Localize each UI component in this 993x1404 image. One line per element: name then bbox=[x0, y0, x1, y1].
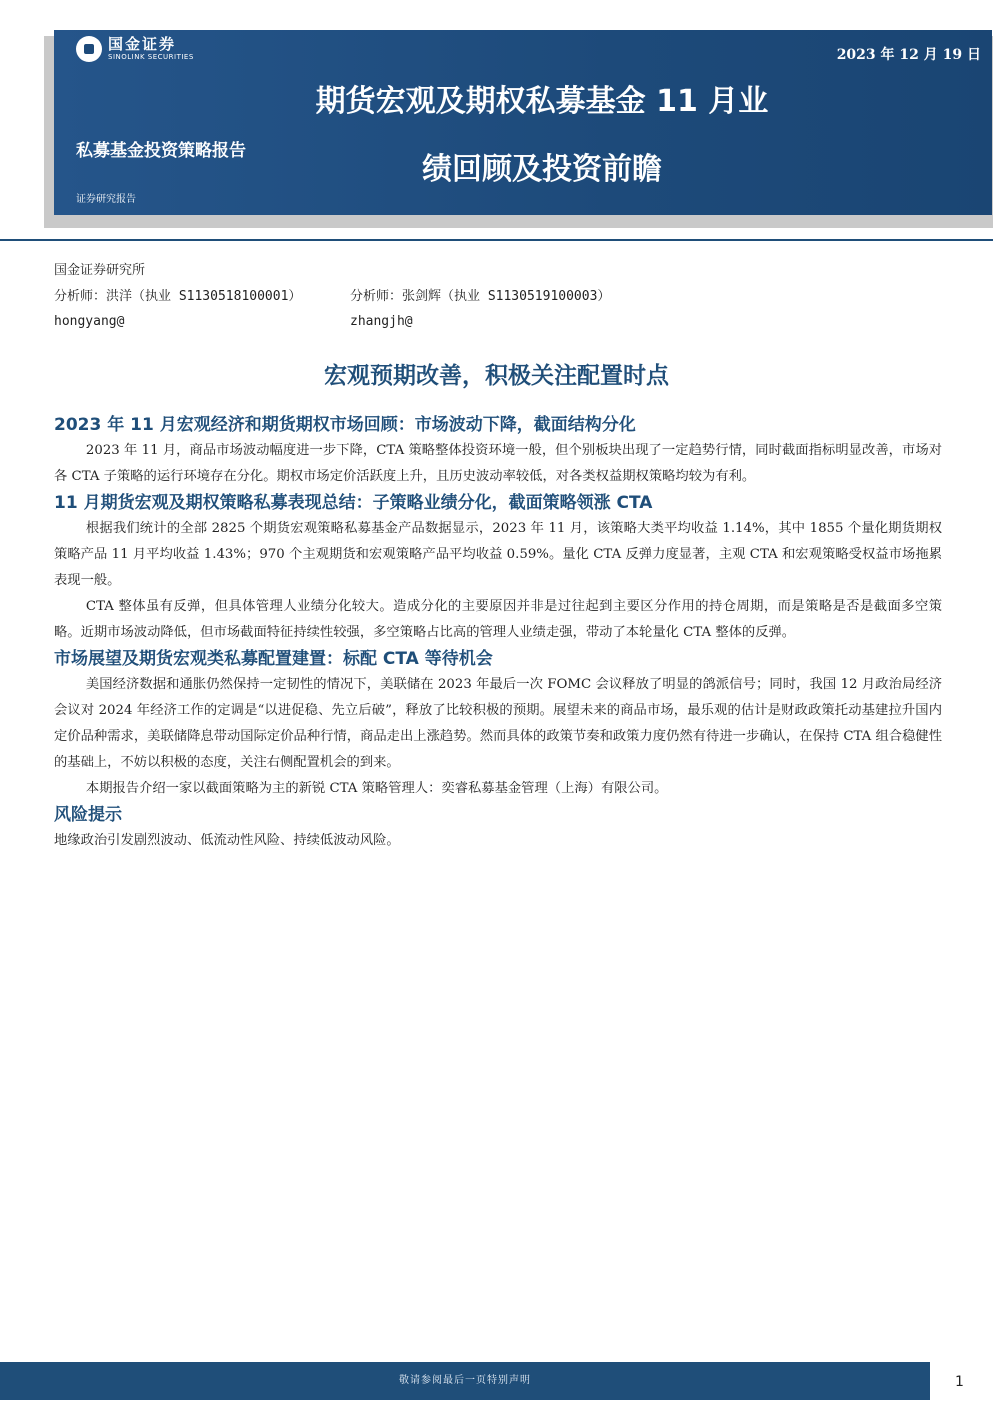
section-title: 11 月期货宏观及期权策略私募表现总结：子策略业绩分化，截面策略领涨 CTA bbox=[54, 493, 653, 513]
report-type: 证券研究报告 bbox=[76, 194, 136, 205]
logo-name-cn: 国金证券 bbox=[108, 35, 177, 53]
section-title: 2023 年 11 月宏观经济和期货期权市场回顾：市场波动下降，截面结构分化 bbox=[54, 415, 636, 435]
section-paragraph: 2023 年 11 月，商品市场波动幅度进一步下降，CTA 策略整体投资环境一般，但个别板块出现了一定趋势行情，同时截面指标明显改善，市场对各 CTA 子策略的运行环境存在分化。期权市场定价活跃度上升，且历史波动率较低，对各类权益期权策略均较为有利。 bbox=[54, 443, 942, 484]
section-paragraph: 本期报告介绍一家以截面策略为主的新锐 CTA 策略管理人：奕睿私募基金管理（上海）有限公司。 bbox=[85, 781, 668, 796]
header-divider bbox=[0, 239, 993, 241]
disclaimer-note: 敬请参阅最后一页特别声明 bbox=[399, 1375, 531, 1386]
brand-logo bbox=[76, 36, 194, 62]
section-paragraph: 根据我们统计的全部 2825 个期货宏观策略私募基金产品数据显示，2023 年 11 月，该策略大类平均收益 1.14%，其中 1855 个量化期货期权策略产品 11 月平均收益 1.43%；970 个主观期货和宏观策略产品平均收益 0.59%。量化 CTA 反弹力度显著，主观 CTA 和宏观策略受权益市场拖累表现一般。 bbox=[54, 521, 942, 588]
section-paragraph: 美国经济数据和通胀仍然保持一定韧性的情况下，美联储在 2023 年最后一次 FOMC 会议释放了明显的鸽派信号；同时，我国 12 月政治局经济会议对 2024 年经济工作的定调是“以进促稳、先立后破”，释放了比较积极的预期。展望未来的商品市场，最乐观的估计是财政政策托动基建拉升国内定价品种需求，美联储降息带动国际定价品种行情，商品走出上涨趋势。然而具体的政策节奏和政策力度仍然有待进一步确认，在保持 CTA 组合稳健性的基础上，不妨以积极的态度，关注右侧配置机会的到来。 bbox=[54, 677, 942, 770]
section-title: 市场展望及期货宏观类私募配置建置：标配 CTA 等待机会 bbox=[54, 649, 493, 669]
institute-name: 国金证券研究所 bbox=[54, 263, 146, 278]
analyst-2: 分析师：张剑辉（执业 S1130519100003） bbox=[350, 289, 611, 304]
section-paragraph: CTA 整体虽有反弹，但具体管理人业绩分化较大。造成分化的主要原因并非是过往起到主要区分作用的持仓周期，而是策略是否是截面多空策略。近期市场波动降低，但市场截面特征持续性较强，多空策略占比高的管理人业绩走强，带动了本轮量化 CTA 整体的反弹。 bbox=[54, 599, 942, 640]
summary-heading: 宏观预期改善，积极关注配置时点 bbox=[324, 363, 669, 389]
analyst-1: 分析师：洪洋（执业 S1130518100001） bbox=[54, 289, 302, 304]
report-summary bbox=[54, 412, 942, 854]
logo-icon bbox=[76, 36, 102, 62]
analyst-1-email[interactable]: hongyang@ bbox=[54, 314, 125, 329]
report-title bbox=[262, 68, 822, 204]
page-number: 1 bbox=[955, 1374, 964, 1390]
logo-name-en: SINOLINK SECURITIES bbox=[108, 53, 194, 61]
analyst-2-email[interactable]: zhangjh@ bbox=[350, 314, 413, 329]
report-date: 2023 年 12 月 19 日 bbox=[836, 47, 981, 63]
report-title-line1: 期货宏观及期权私募基金 11 月业 bbox=[315, 84, 769, 119]
report-category: 私募基金投资策略报告 bbox=[76, 141, 246, 161]
report-title-line2: 绩回顾及投资前瞻 bbox=[422, 152, 662, 187]
risk-paragraph: 地缘政治引发剧烈波动、低流动性风险、持续低波动风险。 bbox=[54, 833, 400, 848]
risk-title: 风险提示 bbox=[54, 805, 122, 825]
